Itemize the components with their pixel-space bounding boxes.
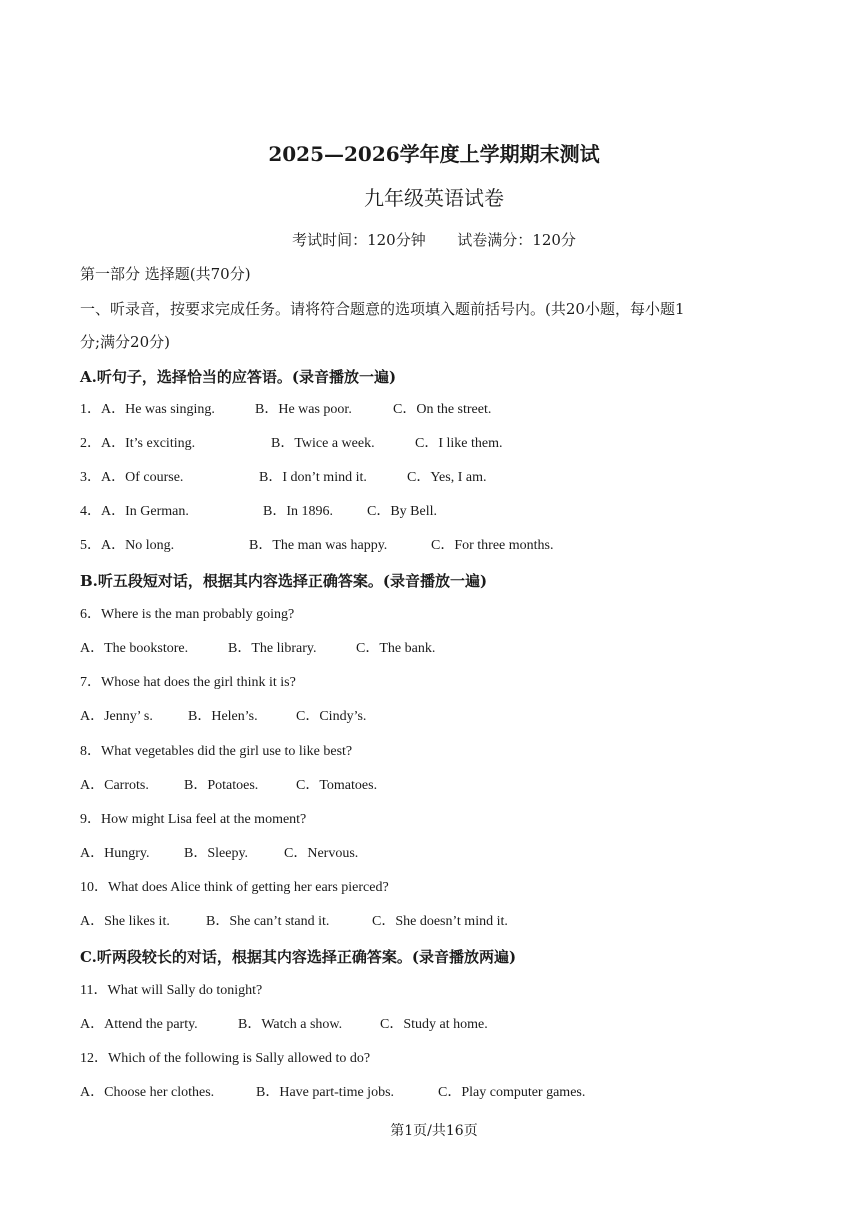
- option-c: C．By Bell.: [367, 504, 438, 519]
- option-c: C．Nervous.: [284, 846, 359, 861]
- option-a: A．It’s exciting.: [101, 436, 196, 451]
- question-10-options: [80, 913, 508, 931]
- option-b: B．Have part-time jobs.: [256, 1085, 395, 1100]
- question-number: 3．: [80, 470, 101, 485]
- option-b: B．Sleepy.: [184, 846, 249, 861]
- question-number: 4．: [80, 504, 101, 519]
- option-c: C．Yes, I am.: [407, 470, 487, 485]
- option-b: B．Helen’s.: [188, 709, 258, 724]
- sectionB-heading: B.听五段短对话，根据其内容选择正确答案。(录音播放一遍): [80, 572, 488, 590]
- question-12-stem: 12．Which of the following is Sally allowed to do?: [80, 1051, 371, 1066]
- option-b: B．The library.: [228, 641, 317, 656]
- question-9-options: [80, 845, 358, 863]
- option-a: A．Jenny’ s.: [80, 709, 153, 724]
- option-b: B．He was poor.: [255, 402, 352, 417]
- question-4: [80, 503, 437, 521]
- option-b: B．She can’t stand it.: [206, 914, 330, 929]
- option-a: A．Of course.: [101, 470, 184, 485]
- option-b: B．I don’t mind it.: [259, 470, 367, 485]
- exam-meta: [0, 230, 868, 250]
- section1-instruction-line1: 一、听录音，按要求完成任务。请将符合题意的选项填入题前括号内。(共20小题，每小题1: [80, 300, 685, 318]
- section1-instruction-line2: 分;满分20分): [80, 333, 170, 351]
- option-b: B．Watch a show.: [238, 1017, 343, 1032]
- time-label: 考试时间：120分钟: [292, 231, 426, 249]
- option-a: A．In German.: [101, 504, 189, 519]
- option-c: C．Study at home.: [380, 1017, 488, 1032]
- question-6-stem: 6．Where is the man probably going?: [80, 607, 295, 622]
- option-b: B．Potatoes.: [184, 778, 259, 793]
- option-c: C．On the street.: [393, 402, 492, 417]
- option-b: B．In 1896.: [263, 504, 333, 519]
- question-8-stem: 8．What vegetables did the girl use to like best?: [80, 744, 353, 759]
- question-3: [80, 469, 486, 487]
- option-a: A．The bookstore.: [80, 641, 189, 656]
- question-12-options: [80, 1084, 585, 1102]
- option-a: A．No long.: [101, 538, 175, 553]
- option-c: C．Tomatoes.: [296, 778, 378, 793]
- option-b: B．Twice a week.: [271, 436, 375, 451]
- sectionA-heading: A.听句子，选择恰当的应答语。(录音播放一遍): [80, 368, 397, 386]
- exam-subtitle: 九年级英语试卷: [364, 186, 504, 210]
- question-2: [80, 435, 503, 453]
- option-a: A．Hungry.: [80, 846, 150, 861]
- option-c: C．She doesn’t mind it.: [372, 914, 508, 929]
- question-10-stem: 10．What does Alice think of getting her ears pierced?: [80, 880, 389, 895]
- option-c: C．Cindy’s.: [296, 709, 367, 724]
- question-8-options: [80, 777, 377, 795]
- score-label: 试卷满分：120分: [457, 231, 576, 249]
- question-11-options: [80, 1016, 488, 1034]
- question-1: [80, 401, 491, 419]
- question-number: 5．: [80, 538, 101, 553]
- option-a: A．Choose her clothes.: [80, 1085, 215, 1100]
- exam-title: 2025—2026学年度上学期期末测试: [268, 142, 600, 166]
- part1-heading: 第一部分 选择题(共70分): [80, 265, 251, 283]
- option-a: A．Attend the party.: [80, 1017, 198, 1032]
- option-b: B．The man was happy.: [249, 538, 388, 553]
- option-a: A．She likes it.: [80, 914, 170, 929]
- question-number: 1．: [80, 402, 101, 417]
- question-number: 2．: [80, 436, 101, 451]
- option-c: C．For three months.: [431, 538, 554, 553]
- question-7-options: [80, 708, 366, 726]
- option-c: C．The bank.: [356, 641, 436, 656]
- question-11-stem: 11．What will Sally do tonight?: [80, 983, 263, 998]
- question-5: [80, 537, 554, 555]
- option-c: C．Play computer games.: [438, 1085, 586, 1100]
- sectionC-heading: C.听两段较长的对话，根据其内容选择正确答案。(录音播放两遍): [80, 948, 517, 966]
- question-9-stem: 9．How might Lisa feel at the moment?: [80, 812, 307, 827]
- question-7-stem: 7．Whose hat does the girl think it is?: [80, 675, 296, 690]
- option-c: C．I like them.: [415, 436, 503, 451]
- option-a: A．Carrots.: [80, 778, 149, 793]
- question-6-options: [80, 640, 435, 658]
- option-a: A．He was singing.: [101, 402, 215, 417]
- page-number: 第1页/共16页: [390, 1123, 478, 1139]
